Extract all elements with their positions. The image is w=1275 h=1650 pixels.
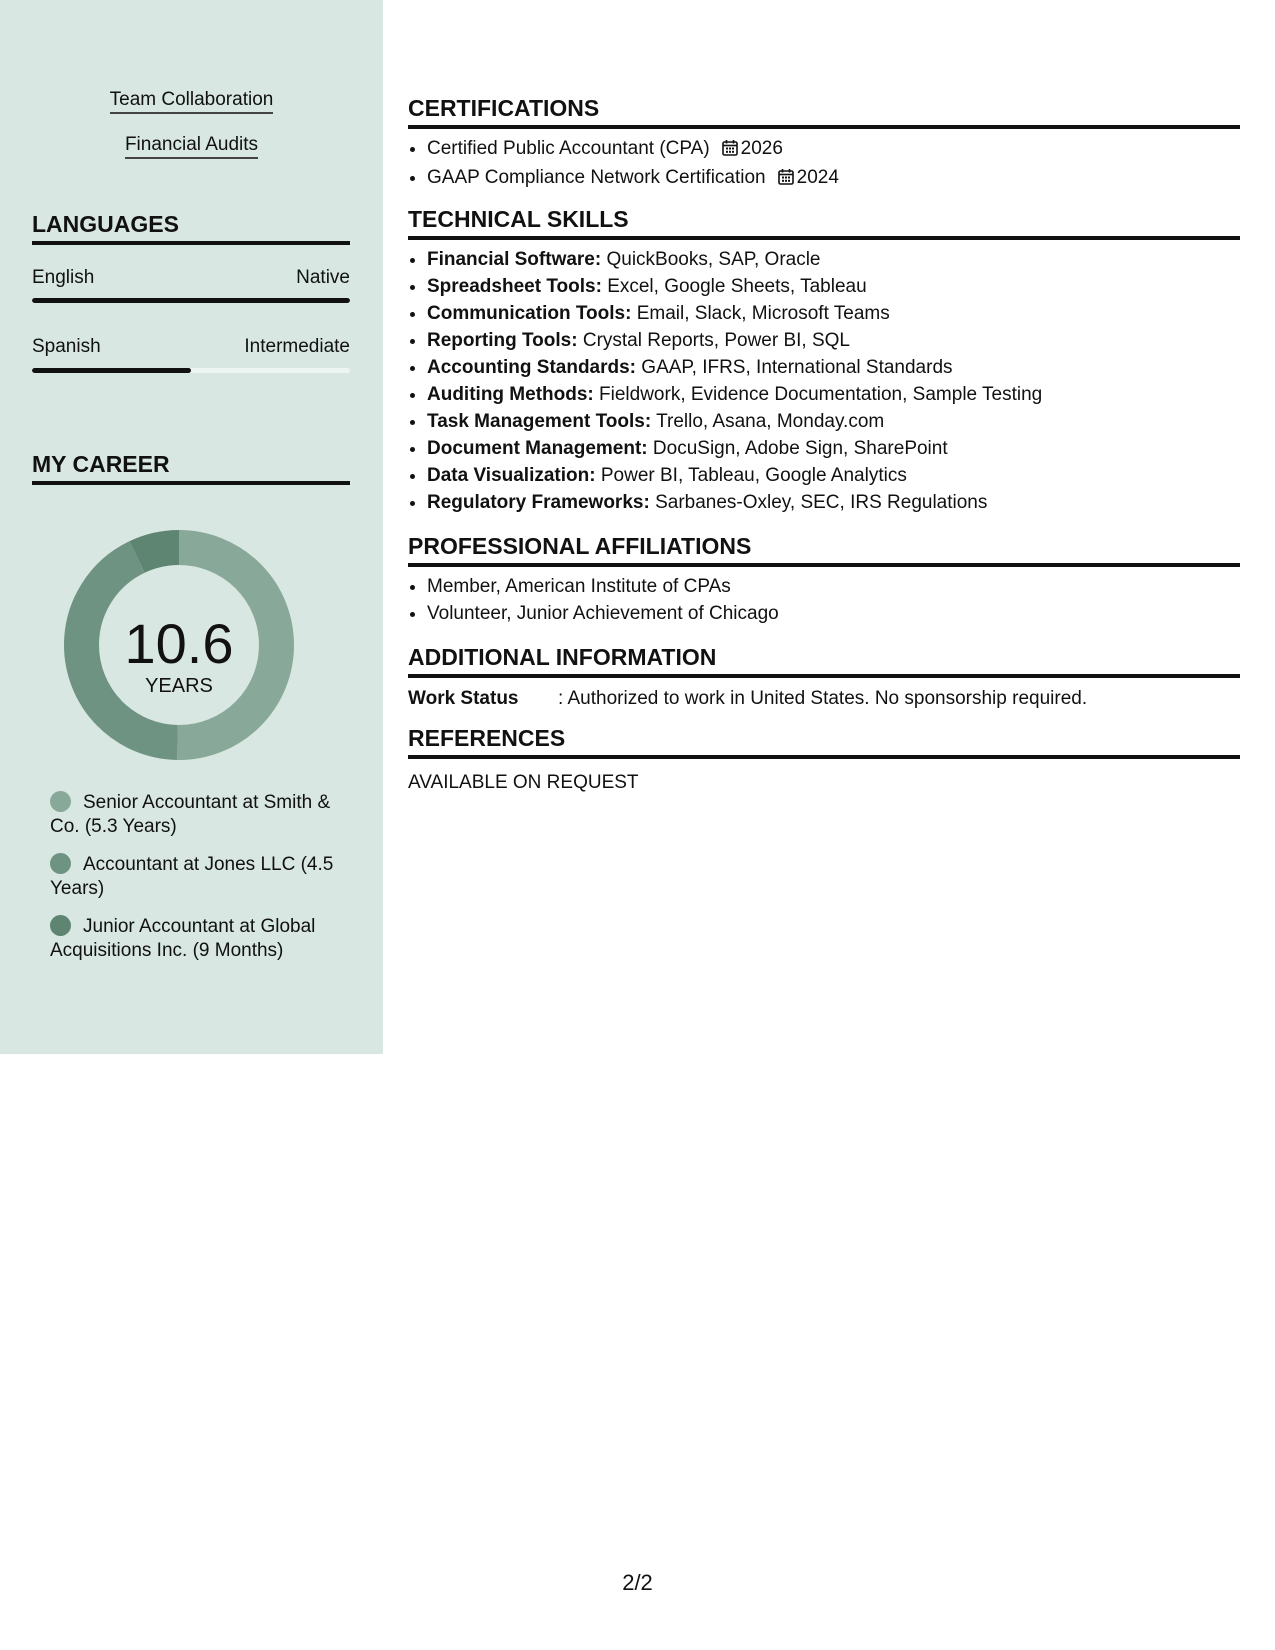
skill-item: • Reporting Tools: Crystal Reports, Power BI, SQL — [427, 327, 1259, 354]
career-unit: YEARS — [145, 675, 213, 697]
legend-dot — [50, 791, 71, 812]
skill-item: • Spreadsheet Tools: Excel, Google Sheets, Tableau — [427, 273, 1259, 300]
certification-year: 2026 — [740, 138, 783, 159]
language-row — [32, 335, 350, 359]
skill-item: • Task Management Tools: Trello, Asana, Monday.com — [427, 408, 1259, 435]
skill-item: • Regulatory Frameworks: Sarbanes-Oxley, SEC, IRS Regulations — [427, 489, 1259, 516]
languages-heading: LANGUAGES — [32, 210, 350, 245]
skill-item: • Auditing Methods: Fieldwork, Evidence Documentation, Sample Testing — [427, 381, 1259, 408]
career-heading: MY CAREER — [32, 450, 350, 485]
skill-item: • Financial Software: QuickBooks, SAP, Oracle — [427, 246, 1259, 273]
references-text: AVAILABLE ON REQUEST — [408, 772, 639, 793]
legend-dot — [50, 853, 71, 874]
language-proficiency-fill — [32, 298, 350, 303]
skill-item: • Data Visualization: Power BI, Tableau, Google Analytics — [427, 462, 1259, 489]
additional-info-heading: ADDITIONAL INFORMATION — [408, 643, 1240, 678]
certification-item: • Certified Public Accountant (CPA) 2026 — [427, 135, 1259, 164]
skill-item: • Document Management: DocuSign, Adobe Sign, SharePoint — [427, 435, 1259, 462]
skill-item: • Accounting Standards: GAAP, IFRS, International Standards — [427, 354, 1259, 381]
legend-dot — [50, 915, 71, 936]
language-name: Spanish — [32, 336, 101, 357]
language-name: English — [32, 267, 95, 288]
sidebar — [0, 0, 383, 1054]
language-level: Native — [296, 267, 350, 288]
certifications-heading: CERTIFICATIONS — [408, 94, 1240, 129]
skill-tag: Team Collaboration — [0, 88, 383, 112]
calendar-icon — [722, 137, 738, 164]
career-donut-chart — [64, 530, 294, 760]
page-number: 2/2 — [622, 1570, 653, 1595]
skill-item: • Communication Tools: Email, Slack, Microsoft Teams — [427, 300, 1259, 327]
work-status-value: : Authorized to work in United States. No sponsorship required. — [558, 688, 1088, 709]
skill-tag: Financial Audits — [0, 133, 383, 157]
affiliation-item: • Volunteer, Junior Achievement of Chicago — [427, 600, 1259, 627]
certification-year: 2024 — [796, 167, 839, 188]
certifications-list — [408, 135, 1259, 193]
references-heading: REFERENCES — [408, 724, 1240, 759]
language-proficiency-bar — [32, 298, 350, 303]
language-level: Intermediate — [244, 336, 350, 357]
technical-skills-list — [408, 246, 1259, 516]
affiliations-heading: PROFESSIONAL AFFILIATIONS — [408, 532, 1240, 567]
career-total: 10.6 — [124, 612, 234, 675]
language-row — [32, 266, 350, 290]
work-status-label: Work Status — [408, 688, 519, 709]
language-proficiency-bar — [32, 368, 350, 373]
career-legend-item: Senior Accountant at Smith & Co. (5.3 Years) — [50, 792, 331, 837]
language-proficiency-fill — [32, 368, 191, 373]
affiliations-list — [408, 573, 1259, 627]
certification-item: • GAAP Compliance Network Certification 2024 — [427, 164, 1259, 193]
technical-skills-heading: TECHNICAL SKILLS — [408, 205, 1240, 240]
career-legend-item: Junior Accountant at Global Acquisitions Inc. (9 Months) — [50, 916, 316, 961]
calendar-icon — [778, 166, 794, 193]
work-status-row — [408, 687, 1087, 711]
affiliation-item: • Member, American Institute of CPAs — [427, 573, 1259, 600]
career-legend-item: Accountant at Jones LLC (4.5 Years) — [50, 854, 334, 899]
